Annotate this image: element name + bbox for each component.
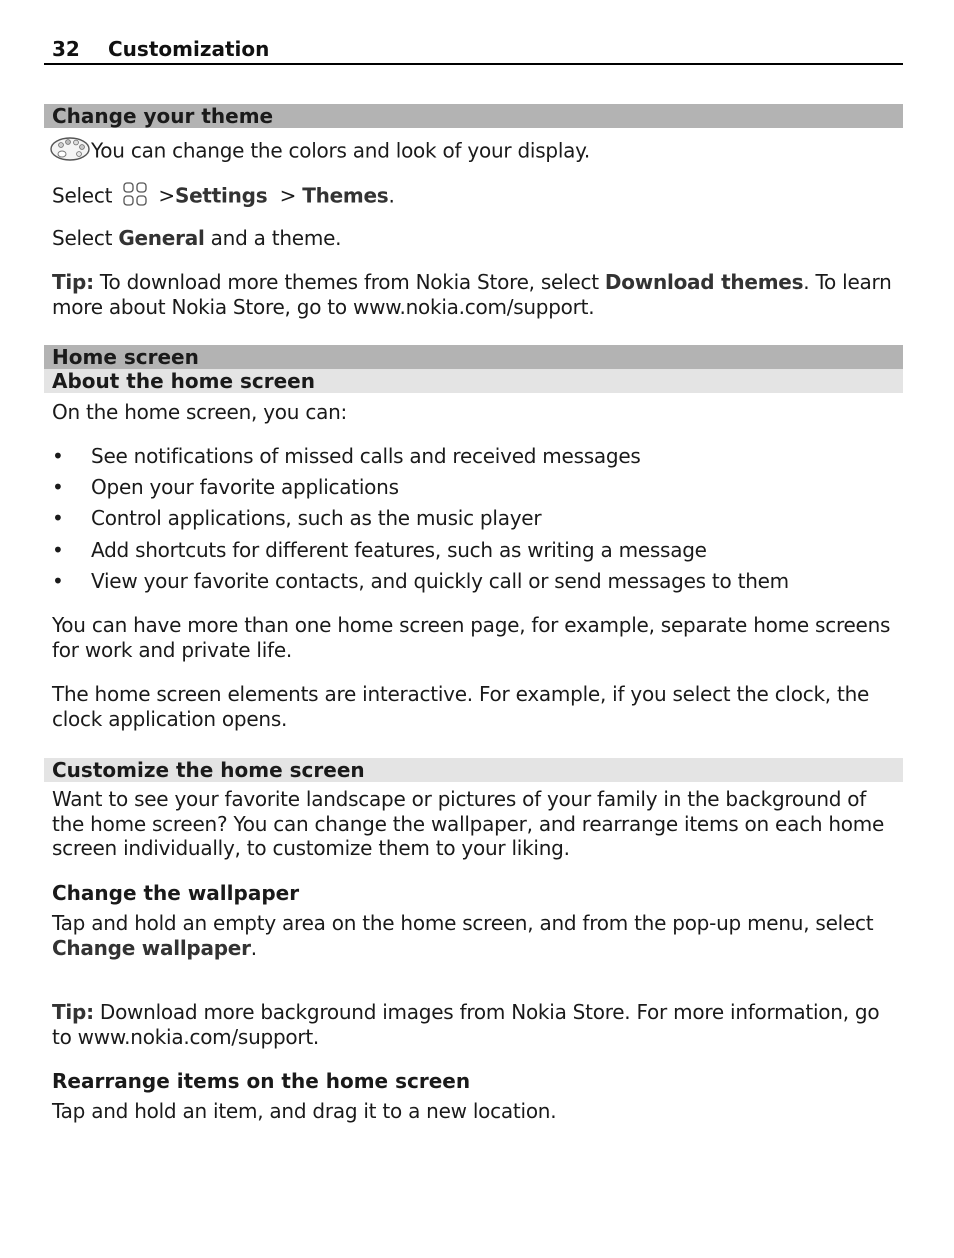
theme-tip: Tip: To download more themes from Nokia Store, select Download themes. To learn more about Nokia Store, go to www.nokia.com/support. <box>52 270 892 319</box>
running-header <box>44 36 903 65</box>
palette-icon <box>49 135 91 169</box>
themes-link: Themes <box>302 183 389 208</box>
theme-general-line: Select General and a theme. <box>52 226 342 250</box>
subheading-about-home: About the home screen <box>44 369 903 393</box>
menu-grid-icon <box>122 181 148 213</box>
section-title: Customization <box>108 37 270 61</box>
theme-select-line: Select >Settings > Themes. <box>52 181 902 213</box>
heading-change-wallpaper: Change the wallpaper <box>52 881 300 905</box>
settings-link: Settings <box>174 183 268 208</box>
tip-label: Tip: <box>52 270 94 294</box>
download-themes-option: Download themes <box>604 270 804 294</box>
theme-intro <box>49 135 899 169</box>
heading-customize-home: Customize the home screen <box>44 758 903 782</box>
general-option: General <box>118 226 205 250</box>
theme-intro-text: You can change the colors and look of your display. <box>91 138 590 163</box>
page-number: 32 <box>52 37 80 61</box>
home-para-pages: You can have more than one home screen page, for example, separate home screens for work and private life. <box>52 613 891 662</box>
change-wallpaper-option: Change wallpaper <box>52 935 251 960</box>
tip-label: Tip: <box>52 1000 94 1024</box>
wallpaper-instructions: Tap and hold an empty area on the home screen, and from the pop-up menu, select Change wallpaper. <box>52 911 874 960</box>
customize-intro: Want to see your favorite landscape or pictures of your family in the background of the home screen? You can change the wallpaper, and rearrange items on each home screen individually, to customize them to your liking. <box>52 787 885 860</box>
wallpaper-tip: Tip: Download more background images from Nokia Store. For more information, go to www.nokia.com/support. <box>52 1000 880 1049</box>
heading-home-screen: Home screen <box>44 345 903 369</box>
home-intro: On the home screen, you can: <box>52 400 347 424</box>
heading-change-theme: Change your theme <box>44 104 903 128</box>
home-para-interactive: The home screen elements are interactive. For example, if you select the clock, the clock application opens. <box>52 682 870 731</box>
rearrange-instructions: Tap and hold an item, and drag it to a new location. <box>52 1099 557 1123</box>
heading-rearrange-items: Rearrange items on the home screen <box>52 1069 471 1093</box>
